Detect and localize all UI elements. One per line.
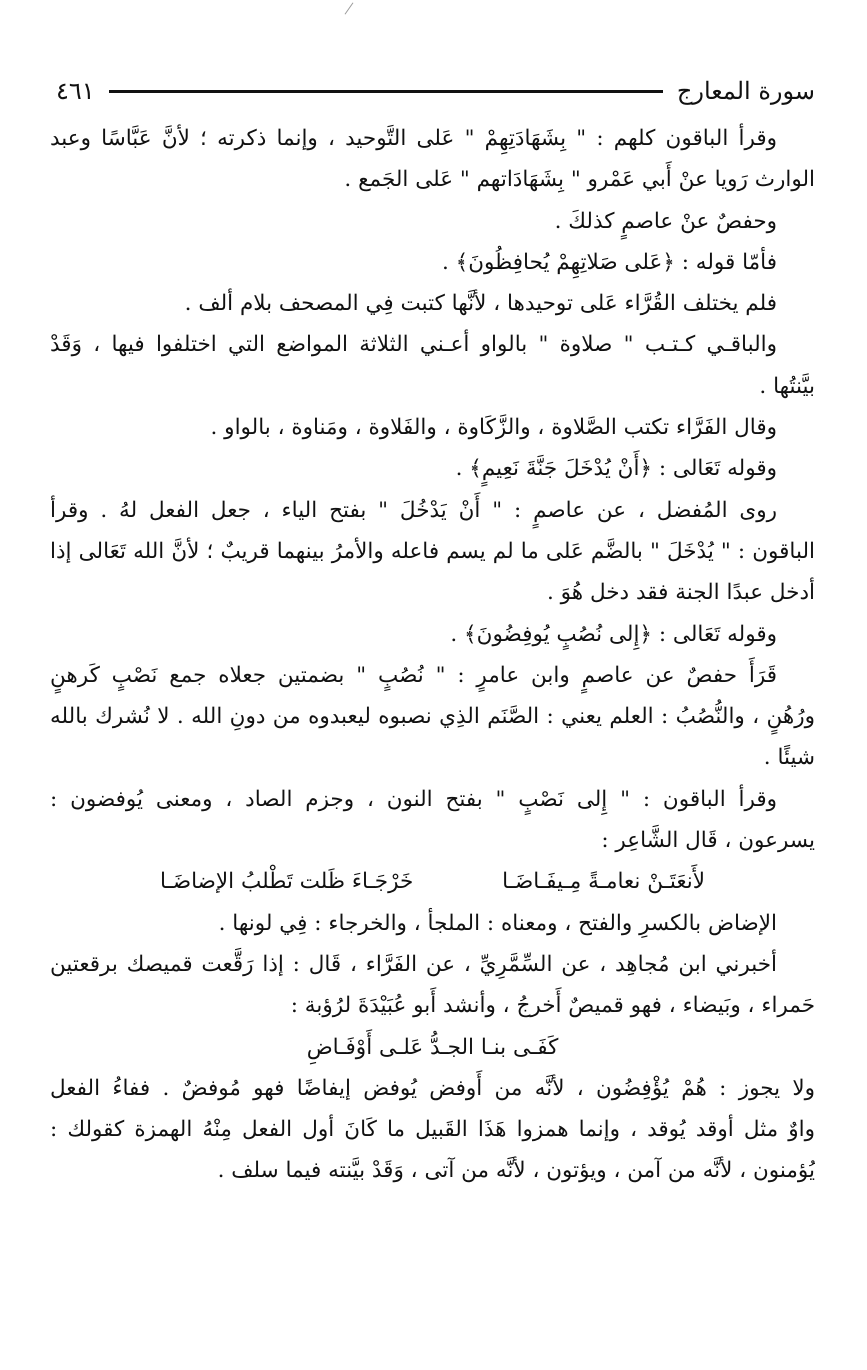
poetry-verse [50, 861, 815, 902]
body-text [50, 118, 815, 1192]
text-line: أخبرني ابن مُجاهِد ، عن السِّمَّرِيِّ ، عن الفَرَّاء ، قَال : إذا رَقَّعت قميصك برقعتين [50, 951, 777, 977]
poetry-verse [50, 1027, 815, 1068]
header-rule [109, 90, 663, 93]
text-line: قَرَأَ حفصٌ عن عاصمٍ وابن عامرٍ : " نُصُبٍ " بضمتين جعلاه جمع نَصْبٍ كَرهنٍ [50, 662, 777, 688]
text-line: فلم يختلف القُرَّاء عَلى توحيدها ، لأنَّها كتبت فِي المصحف بلام ألف . [184, 291, 777, 317]
page-header [56, 74, 815, 108]
verse-second-hemistich: خَرْجَـاءَ ظَلت تَطْلبُ الإضاضَـا [160, 869, 414, 895]
text-line: وحفصٌ عنْ عاصمٍ كذلكَ . [554, 208, 777, 234]
surah-title: سورة المعارج [676, 77, 815, 105]
text-line: وقال الفَرَّاء تكتب الصَّلاوة ، والزَّكَاوة ، والفَلاوة ، ومَناوة ، بالواو . [210, 415, 777, 441]
text-line: ولا يجوز : هُمْ يُؤْفِضُون ، لأنَّه من أَوفض يُوفض إيفاضًا فهو مُوفضٌ . ففاءُ الفعل [50, 1075, 815, 1101]
text-line: أدخل عبدًا الجنة فقد دخل هُوَ . [547, 580, 815, 606]
text-line: الإضاض بالكسرِ والفتح ، ومعناه : الملجأ ، والخرجاء : فِي لونها . [218, 910, 777, 936]
text-line: والباقـي كـتـب " صلاوة " بالواو أعـني الثلاثة المواضع التي اختلفوا فيها ، وَقَدْ [50, 332, 777, 358]
text-line: يُؤمنون ، لأنَّه من آمن ، ويؤتون ، لأنَّه من آتى ، وَقَدْ بيَّنته فيما سلف . [217, 1158, 815, 1184]
text-line: وقرأ الباقون : " إِلى نَصْبٍ " بفتح النون ، وجزم الصاد ، ومعنى يُوفضون : [50, 786, 777, 812]
text-line: وقرأ الباقون كلهم : " بِشَهَادَتِهِمْ " عَلى التَّوحيد ، وإنما ذكرته ؛ لأنَّ عَبَّاسًا وعبد [50, 126, 777, 151]
verse-hemistich: كَفَـى بنـا الجـدُّ عَلـى أَوْفَـاضِ [306, 1034, 559, 1060]
text-line: يسرعون ، قَال الشَّاعِر : [601, 828, 815, 854]
text-line: وقوله تَعَالى : ﴿أَنْ يُدْخَلَ جَنَّةَ نَعِيمٍ﴾ . [455, 456, 777, 482]
text-line: روى المُفضل ، عن عاصمٍ : " أَنْ يَدْخُلَ " بفتح الياء ، جعل الفعل لهُ . وقرأ [50, 497, 777, 523]
text-line: الباقون : " يُدْخَلَ " بالضَّم عَلى ما لم يسم فاعله والأمرُ بينهما قريبٌ ؛ لأنَّ الله تَعَالى إذا [50, 538, 815, 564]
text-line: واوٌ مثل أوقد يُوقد ، وإنما همزوا هَذَا القَبيل ما كَانَ أول الفعل مِنْهُ الهمزة كقولك : [50, 1117, 815, 1143]
text-line: فأمّا قوله : ﴿عَلى صَلاتِهِمْ يُحافِظُونَ﴾ . [441, 249, 777, 275]
text-line: حَمراء ، وبَيضاء ، فهو قميصٌ أَخرجُ ، وأنشد أَبو عُبَيْدَةَ لرُؤبة : [290, 993, 815, 1019]
text-line: الوارث رَويا عنْ أَبي عَمْرو " بِشَهَادَاتهم " عَلى الجَمع . [344, 167, 815, 193]
text-line: بيَّنتُها . [759, 373, 815, 399]
pen-mark [345, 2, 354, 14]
page-number: ٤٦١ [56, 77, 95, 105]
text-line: وقوله تَعَالى : ﴿إِلى نُصُبٍ يُوفِضُونَ﴾ . [450, 621, 777, 647]
text-line: ورُهُنٍ ، والنُّصُبُ : العلم يعني : الصَّنَم الذِي نصبوه ليعبدوه من دونِ الله . لا نُشرك بالله [50, 704, 815, 730]
verse-first-hemistich: لأَنعَتَـنْ نعامـةً مِـيفَـاضَـا [502, 869, 705, 895]
text-line: شيئًا . [763, 745, 815, 771]
